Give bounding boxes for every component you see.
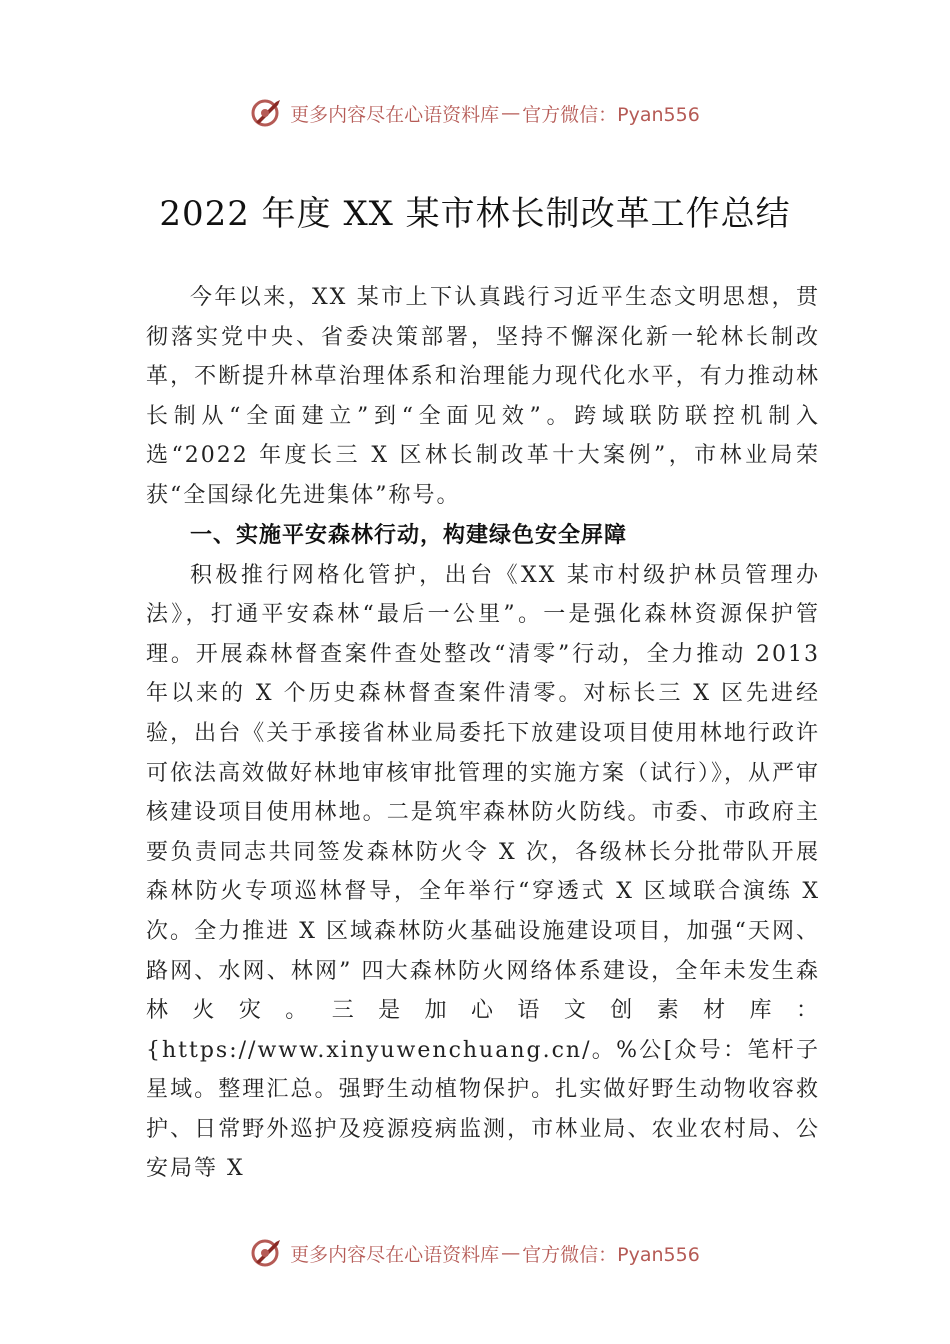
- watermark-footer: [0, 1236, 950, 1270]
- watermark-dash: —: [501, 102, 521, 124]
- section-heading: 一、实施平安森林行动，构建绿色安全屏障: [190, 522, 628, 548]
- pen-seal-logo-icon: [250, 1236, 284, 1270]
- section-paragraph: 积极推行网格化管护，出台《XX 某市村级护林员管理办法》，打通平安森林“最后一公里”。一是强化森林资源保护管理。开展森林督查案件查处整改“清零”行动，全力推动 2013 年以来的 X 个历史森林督查案件清零。对标长三 X 区先进经验，出台《关于承接省林业局委托下放建设项目使用林地行政许可依法高效做好林地审核审批管理的实施方案（试行）》，从严审核建设项目使用林地。二是筑牢森林防火防线。市委、市政府主要负责同志共同签发森林防火令 X 次，各级林长分批带队开展森林防火专项巡林督导，全年举行“穿透式 X 区域联合演练 X 次。全力推进 X 区域森林防火基础设施建设项目，加强“天网、路网、水网、林网” 四大森林防火网络体系建设，全年未发生森林火灾。三是加心语文创素材库：{https://www.xinyuwenchuang.cn/。%公[众号：笔杆子星域。整理汇总。强野生动植物保护。扎实做好野生动物收容救护、日常野外巡护及疫源疫病监测，市林业局、农业农村局、公安局等 X: [146, 562, 821, 1182]
- watermark-text: 更多内容尽在心语资料库: [290, 103, 500, 126]
- intro-paragraph: 今年以来，XX 某市上下认真践行习近平生态文明思想，贯彻落实党中央、省委决策部署，坚持不懈深化新一轮林长制改革，不断提升林草治理体系和治理能力现代化水平，有力推动林长制从“全面建立”到“全面见效”。跨域联防联控机制入选“2022 年度长三 X 区林长制改革十大案例”，市林业局荣获“全国绿化先进集体”称号。: [146, 285, 820, 508]
- document-title: 2022 年度 XX 某市林长制改革工作总结: [159, 194, 791, 234]
- watermark-contact: 官方微信：Pyan556: [522, 103, 700, 126]
- document-body: [146, 278, 820, 1189]
- pen-seal-logo-icon: [250, 96, 284, 130]
- watermark-dash: —: [501, 1242, 521, 1264]
- watermark-header: [0, 96, 950, 130]
- watermark-contact: 官方微信：Pyan556: [522, 1243, 700, 1266]
- watermark-text: 更多内容尽在心语资料库: [290, 1243, 500, 1266]
